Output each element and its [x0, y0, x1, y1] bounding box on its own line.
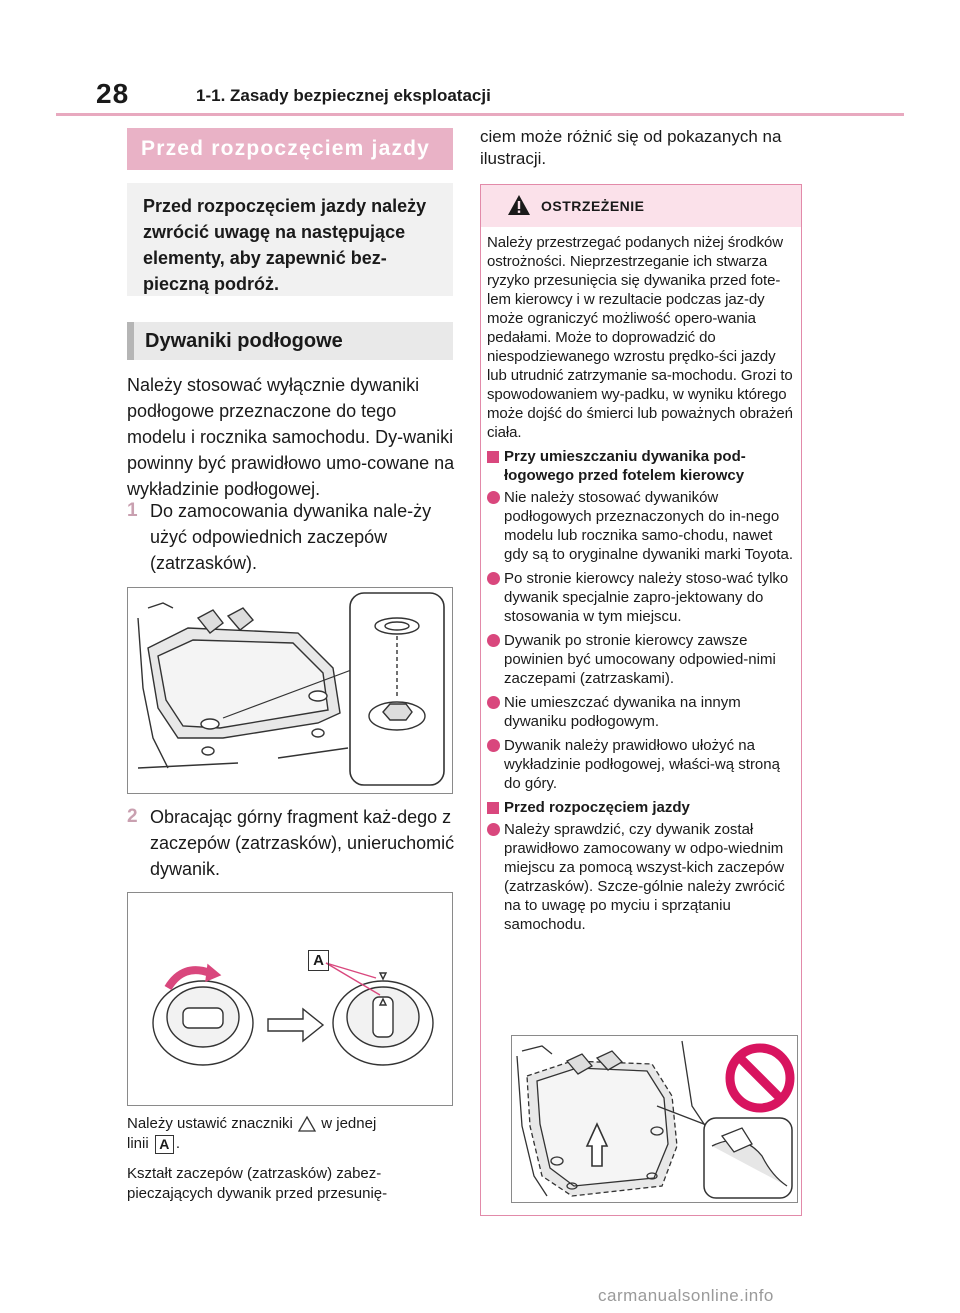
circle-bullet-icon: [487, 696, 500, 709]
warning-item-text: Nie umieszczać dywanika na innym dywaniku podłogowym.: [504, 694, 741, 730]
clip-rotation-illustration: [127, 892, 453, 1106]
floor-mat-drawing: [128, 588, 452, 793]
warning-item-text: Dywanik należy prawidłowo ułożyć na wykładzinie podłogowej, właści-wą stroną do góry.: [504, 737, 780, 792]
subsection-heading-text: Dywaniki podłogowe: [145, 330, 343, 352]
warning-subhead-text: Przy umieszczaniu dywanika pod-łogowego przed fotelem kierowcy: [504, 448, 746, 484]
intro-box: Przed rozpoczęciem jazdy należy zwrócić uwagę na następujące elementy, aby zapewnić bez-pieczną podróż.: [127, 183, 453, 296]
warning-item-text: Dywanik po stronie kierowcy zawsze powinien być umocowany odpowied-nimi zaczepami (zatrzaskami).: [504, 632, 776, 687]
step-2: [127, 804, 457, 882]
warning-subhead-before-driving: [487, 798, 795, 817]
prohibited-mat-illustration: [511, 1035, 798, 1203]
warning-title: OSTRZEŻENIE: [541, 198, 645, 214]
warning-header: [481, 185, 801, 227]
heading-marker: [127, 322, 134, 360]
floor-mat-paragraph: Należy stosować wyłącznie dywaniki podłogowe przeznaczone do tego modelu i rocznika samochodu. Dy-waniki powinny być prawidłowo umo-cowane na wykładzinie podłogowej.: [127, 375, 455, 499]
marker-caption: [127, 1114, 457, 1154]
step-1-number: 1: [127, 500, 138, 521]
warning-icon: [507, 194, 531, 216]
warning-item: [487, 488, 795, 564]
clip-shape-note-continued: ciem może różnić się od pokazanych na ilustracji.: [480, 127, 782, 168]
caption-part-3: linii: [127, 1135, 149, 1152]
warning-subhead-text: Przed rozpoczęciem jazdy: [504, 799, 690, 816]
warning-body: [487, 233, 795, 939]
circle-bullet-icon: [487, 491, 500, 504]
warning-intro: Należy przestrzegać podanych niżej środków ostrożności. Nieprzestrzeganie ich stwarza ryzyko przesunięcia się dywanika przed fote-lem kierowcy i w rezultacie podczas jaz-dy może ograniczyć możliwość opero-wania pedałami. Może to doprowadzić do niespodziewanego wzrostu prędko-ści jazdy lub utrudnić zatrzymanie sa-mochodu. Grozi to spowodowaniem wy-padku, w wyniku którego może dojść do śmierci lub poważnych obrażeń ciała.: [487, 234, 793, 441]
step-2-text: Obracając górny fragment każ-dego z zaczepów (zatrzasków), unieruchomić dywanik.: [150, 807, 455, 879]
step-1: [127, 498, 457, 576]
page-number: 28: [96, 78, 130, 109]
label-a-icon: A: [155, 1135, 174, 1154]
warning-item: [487, 631, 795, 688]
circle-bullet-icon: [487, 572, 500, 585]
warning-subhead-driver-mat: [487, 447, 795, 485]
square-bullet-icon: [487, 451, 499, 463]
warning-item: [487, 569, 795, 626]
clip-rotation-drawing: [128, 893, 452, 1105]
warning-item: [487, 693, 795, 731]
step-1-text: Do zamocowania dywanika nale-ży użyć odpowiednich zaczepów (zatrzasków).: [150, 501, 432, 573]
caption-part-2: w jednej: [321, 1115, 377, 1132]
warning-item-text: Po stronie kierowcy należy stoso-wać tylko dywanik specjalnie zapro-jektowany do stosowania w tym miejscu.: [504, 570, 789, 625]
warning-item-text: Należy sprawdzić, czy dywanik został prawidłowo zamocowany w odpo-wiednim miejscu za pomocą wszyst-kich zaczepów (zatrzasków). Szcze-gólnie należy zwrócić na to uwagę po myciu i sprzątaniu samochodu.: [504, 821, 785, 933]
figure-label-a: A: [308, 950, 329, 971]
header-divider: [56, 113, 904, 116]
square-bullet-icon: [487, 802, 499, 814]
floor-mat-clip-illustration: [127, 587, 453, 794]
prohibited-mat-drawing: [512, 1036, 797, 1202]
circle-bullet-icon: [487, 823, 500, 836]
warning-box: [480, 184, 802, 1216]
subsection-heading: [127, 322, 453, 360]
circle-bullet-icon: [487, 634, 500, 647]
section-heading: Przed rozpoczęciem jazdy: [127, 128, 453, 170]
circle-bullet-icon: [487, 739, 500, 752]
warning-item: [487, 736, 795, 793]
step-2-number: 2: [127, 806, 138, 827]
watermark: carmanualsonline.info: [598, 1286, 774, 1305]
caption-part-4: .: [175, 1135, 181, 1152]
chapter-title: 1-1. Zasady bezpiecznej eksploatacji: [196, 86, 491, 105]
warning-item: [487, 820, 795, 934]
triangle-marker-icon: [297, 1115, 317, 1133]
warning-item-text: Nie należy stosować dywaników podłogowych przeznaczonych do in-nego modelu lub rocznika samo-chodu, nawet gdy są to oryginalne dywaniki marki Toyota.: [504, 489, 794, 563]
clip-shape-note: Kształt zaczepów (zatrzasków) zabez-pieczających dywanik przed przesunię-: [127, 1165, 388, 1202]
caption-part-1: Należy ustawić znaczniki: [127, 1115, 293, 1132]
